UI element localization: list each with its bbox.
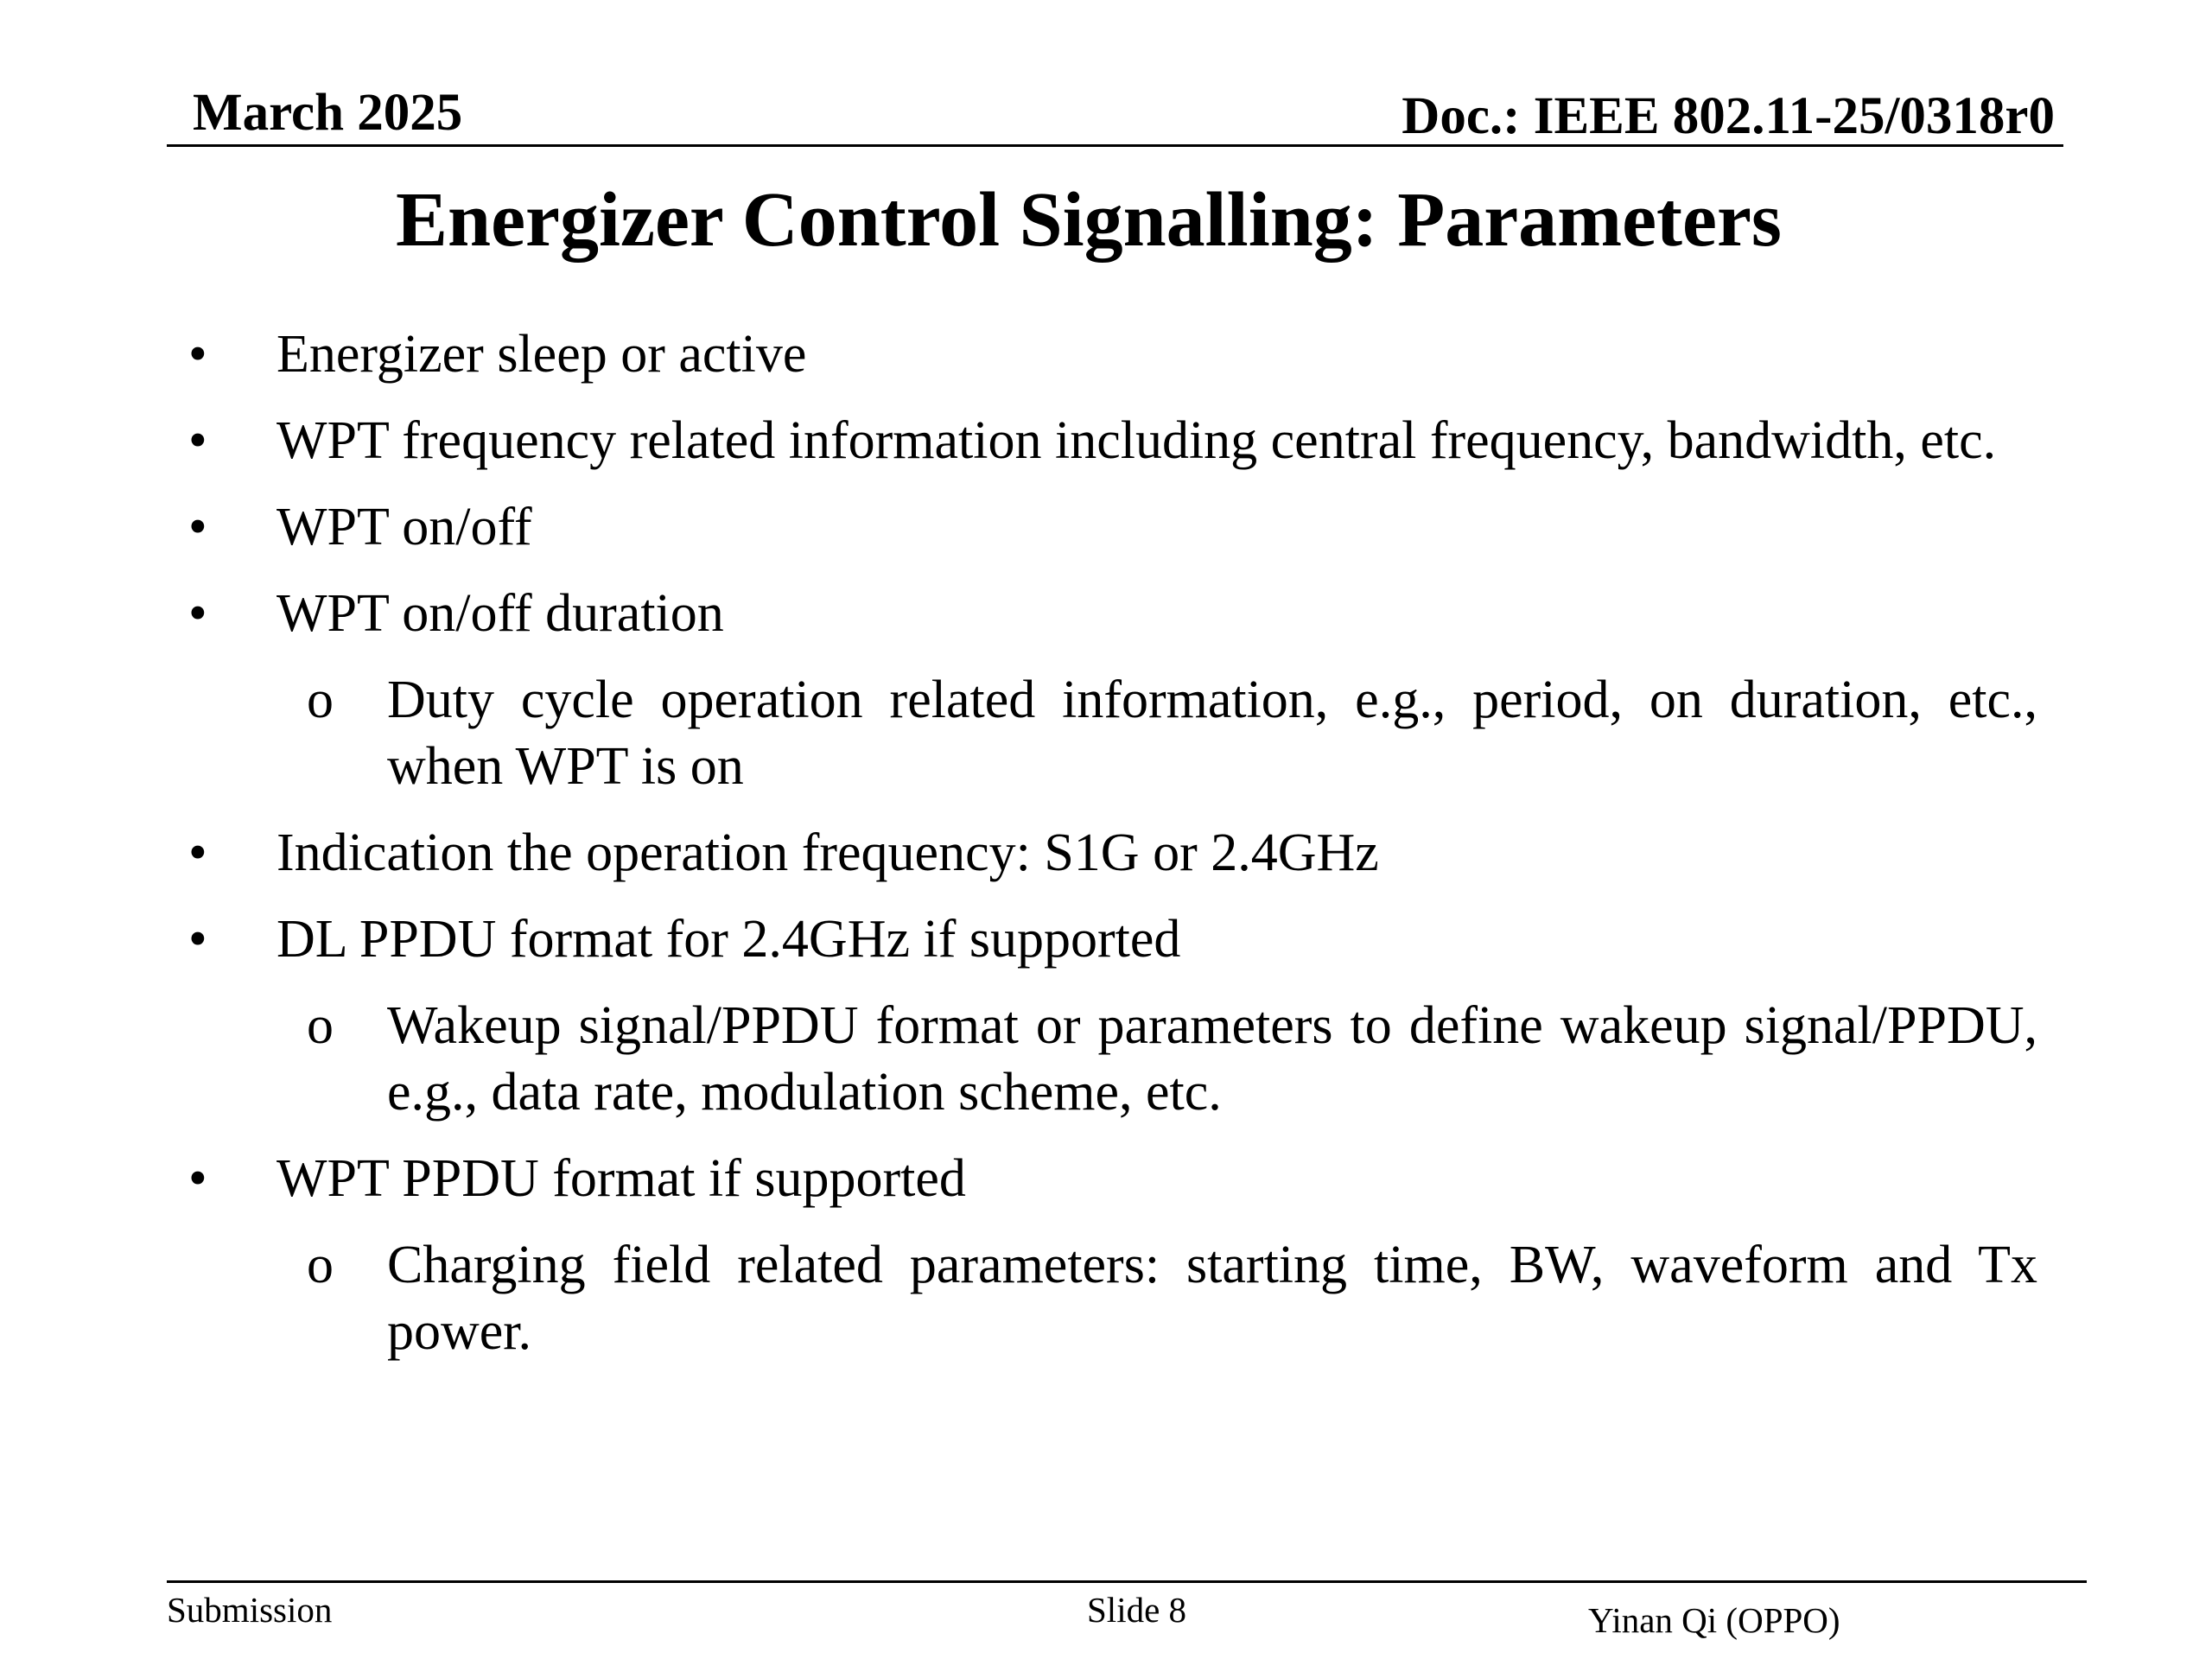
list-item	[188, 1146, 2037, 1212]
bullet-marker: •	[188, 823, 207, 882]
bullet-marker: •	[188, 910, 207, 969]
bullet-text: WPT on/off	[276, 498, 532, 556]
bullet-text: WPT PPDU format if supported	[276, 1149, 966, 1208]
bullet-list	[188, 321, 2037, 1385]
bullet-text: DL PPDU format for 2.4GHz if supported	[276, 910, 1181, 969]
sub-bullet-text: Duty cycle operation related information, e.g., period, on duration, etc., when WPT is on	[387, 671, 2037, 796]
list-item	[188, 820, 2037, 887]
footer-submission: Submission	[167, 1590, 333, 1630]
list-item	[188, 408, 2037, 474]
footer-author: Yinan Qi (OPPO)	[1588, 1600, 1840, 1640]
list-item	[188, 321, 2037, 388]
bullet-text: WPT on/off duration	[276, 584, 724, 643]
sub-bullet-text: Wakeup signal/PPDU format or parameters to define wakeup signal/PPDU, e.g., data rate, modulation scheme, etc.	[387, 996, 2037, 1122]
list-item	[188, 906, 2037, 973]
slide-title: Energizer Control Signalling: Parameters	[396, 177, 1782, 263]
sub-bullet-text: Charging field related parameters: starting time, BW, waveform and Tx power.	[387, 1236, 2037, 1361]
header-date: March 2025	[193, 84, 463, 142]
sub-bullet-marker: o	[307, 996, 334, 1055]
sub-bullet-marker: o	[307, 1236, 334, 1294]
bullet-text: Indication the operation frequency: S1G or 2.4GHz	[276, 823, 1379, 882]
footer-slide-number: Slide 8	[1087, 1590, 1187, 1630]
footer-rule	[167, 1580, 2087, 1583]
bullet-marker: •	[188, 411, 207, 470]
bullet-marker: •	[188, 1149, 207, 1208]
bullet-text: WPT frequency related information including central frequency, bandwidth, etc.	[276, 411, 1997, 470]
bullet-marker: •	[188, 325, 207, 384]
list-item	[188, 581, 2037, 647]
sub-list-item	[188, 993, 2037, 1126]
bullet-text: Energizer sleep or active	[276, 325, 807, 384]
header-doc-id: Doc.: IEEE 802.11-25/0318r0	[1402, 87, 2055, 145]
list-item	[188, 494, 2037, 561]
header-rule	[167, 144, 2063, 147]
sub-list-item	[188, 667, 2037, 800]
bullet-marker: •	[188, 498, 207, 556]
bullet-marker: •	[188, 584, 207, 643]
sub-bullet-marker: o	[307, 671, 334, 729]
sub-list-item	[188, 1232, 2037, 1365]
